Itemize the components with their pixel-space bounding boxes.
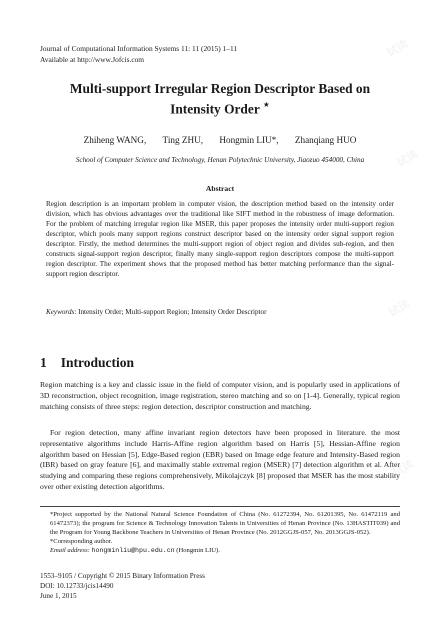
doi: DOI: 10.12733/jcis14490 <box>40 581 114 590</box>
author-name: Zhanqiang HUO <box>294 135 357 145</box>
journal-url: Available at http://www.Jofcis.com <box>40 54 145 64</box>
author-name: Hongmin LIU*, <box>219 135 279 145</box>
affiliation: School of Computer Science and Technology, Henan Polytechnic University, Jiaozuo 454000, China <box>75 156 365 164</box>
keywords-text: : Intensity Order; Multi-support Region; Intensity Order Descriptor <box>74 308 267 316</box>
author-name: Zhiheng WANG, <box>83 135 147 145</box>
abstract-heading: Abstract <box>205 184 235 193</box>
body-paragraph: For region detection, many affine invariant region detectors have been proposed in literature. the most representative algorithms include Harris-Affine region algorithm based on Harris [5], Hessian-Affine region algorithm based on Hessian [5], Edge-Based region (EBR) based on Image edge feature and Intensity-Based region (IBR) based on gray feature [6], and maximally stable extremal region (MSER) [7] detection algorithm et al. After studying and comparing these regions comprehensively, Mikolajczyk [8] proposed that MSER has the most stability over other existing detection algorithms. <box>40 428 400 491</box>
author-list <box>40 135 400 145</box>
watermark: 试读 <box>384 37 411 60</box>
funding-footnote: *Project supported by the National Natural Science Foundation of China (No. 61272394, No. 61201395, No. 61472119 and 61472373); the program for Science & Technology Innovation Talents in Universities of Henan Province (No. 13HASTIT039) and the Program for Young Backbone Teachers in Universities of Henan Province (No. 2012GGJS-057, No. 2013GGJS-052). <box>50 511 400 537</box>
abstract-text: Region description is an important problem in computer vision, the description method based on the intensity order division, which has obvious advantages over the traditional like SIFT method in the robustness of image deformation. For the problem of matching irregular region like MSER, this paper proposes the intensity order multi-support region descriptor, which pools many support regions construct descriptor based on the intensity order signal support region descriptor. Firstly, the method determines the multi-support region of object region and divides sub-region, and then constructs signal-support region descriptor, finally many single-support region descriptors compose the multi-support region descriptor. The experiment shows that the proposed method has better matching performance than the signal-support region descriptor. <box>46 200 394 278</box>
author-name: Ting ZHU, <box>162 135 204 145</box>
publication-date: June 1, 2015 <box>40 591 77 600</box>
footnotes <box>40 506 400 555</box>
watermark: 试读 <box>390 457 417 480</box>
email-label: Email address: <box>50 547 90 555</box>
publication-info <box>40 572 205 601</box>
title-line-2: Intensity Order <box>170 101 260 117</box>
paper-title <box>40 80 400 117</box>
email-suffix: (Hongmin LIU). <box>176 547 220 555</box>
title-line-1: Multi-support Irregular Region Descriptor Based on <box>69 81 371 96</box>
keywords <box>46 308 394 316</box>
section-title: Introduction <box>60 355 135 370</box>
title-footnote-mark: ⋆ <box>262 99 270 111</box>
watermark: 试读 <box>386 297 413 320</box>
issn-copyright: 1553–9105 / Copyright © 2015 Binary Information Press <box>40 572 205 580</box>
corresponding-footnote: *Corresponding author. <box>50 538 113 546</box>
watermark: 试读 <box>394 147 421 170</box>
keywords-label: Keywords <box>46 308 75 316</box>
email-footnote <box>40 546 400 555</box>
journal-citation: Journal of Computational Information Systems 11: 11 (2015) 1–11 <box>40 44 238 53</box>
section-heading <box>40 355 134 371</box>
email-address: hongminliu@hpu.edu.cn <box>91 547 175 555</box>
body-paragraph: Region matching is a key and classic issue in the field of computer vision, and is popularly used in applications of 3D reconstruction, object recognition, image registration, stereo matching and so on [1-4]. Generally, typical region matching consists of three steps: region detection, descriptor construction and matching. <box>40 380 400 411</box>
journal-header <box>40 44 237 65</box>
section-number: 1 <box>40 355 47 370</box>
